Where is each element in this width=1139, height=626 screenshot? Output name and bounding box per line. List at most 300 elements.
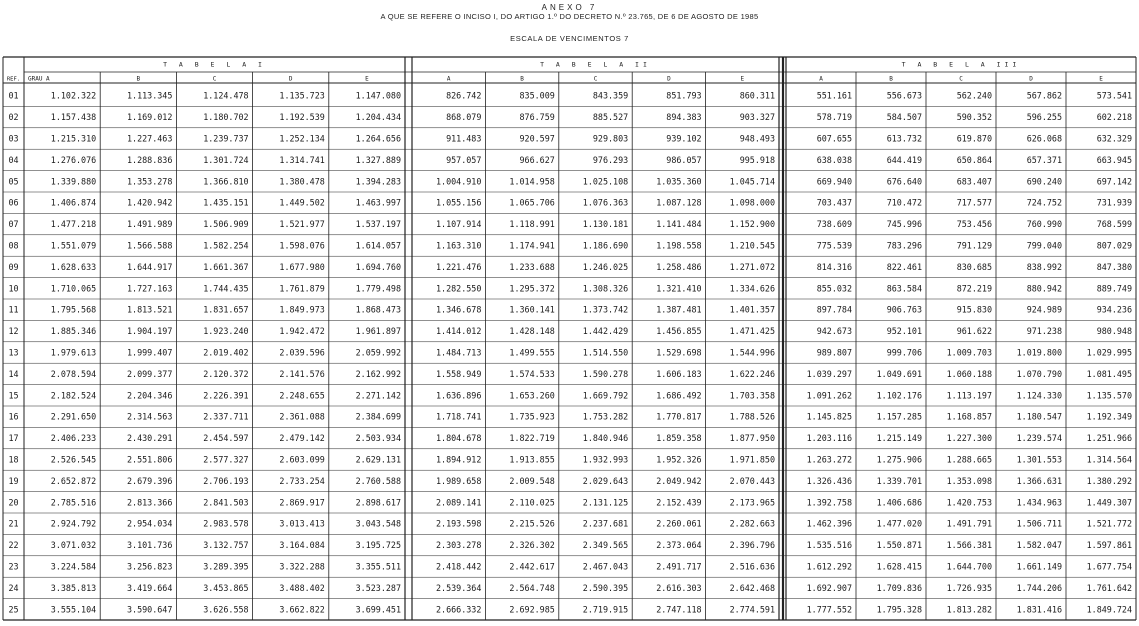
table-cell: 961.622 [956,326,992,337]
table-cell: 1.904.197 [127,326,173,337]
table-cell: 1.326.436 [806,475,852,486]
table-cell: 1.168.857 [946,411,992,422]
table-cell: 1.761.642 [1086,582,1132,593]
table-cell: 2.131.125 [582,497,629,508]
table-cell: 626.068 [1026,133,1062,144]
ref-cell: 22 [8,540,19,551]
table-cell: 1.614.057 [355,240,401,251]
table-cell: 934.236 [1096,304,1132,315]
table-cell: 3.195.725 [355,540,401,551]
column-header: GRAU A [28,75,50,83]
table-cell: 3.322.288 [279,561,325,572]
table-cell: 1.521.772 [1086,518,1132,529]
table-cell: 1.971.850 [729,454,775,465]
table-cell: 3.071.032 [50,540,97,551]
table-cell: 1.537.197 [355,219,401,230]
table-cell: 724.752 [1026,197,1062,208]
table-cell: 906.763 [886,304,922,315]
ref-cell: 09 [8,261,19,272]
table-cell: 1.506.909 [203,219,249,230]
table-cell: 1.252.134 [279,133,325,144]
table-cell: 1.301.553 [1016,454,1062,465]
ref-cell: 06 [8,197,19,208]
table-cell: 995.918 [739,154,775,165]
table-cell: 2.282.663 [729,518,775,529]
table-cell: 1.113.345 [127,90,173,101]
table-cell: 989.807 [816,347,852,358]
table-cell: 2.629.131 [355,454,401,465]
ref-cell: 07 [8,219,19,230]
table-cell: 1.264.656 [355,133,401,144]
document-heading: ESCALA DE VENCIMENTOS 7 [510,34,629,43]
table-cell: 2.760.588 [355,475,401,486]
table-cell: 948.493 [739,133,775,144]
table-cell: 745.996 [886,219,922,230]
table-cell: 1.055.156 [436,197,482,208]
table-cell: 1.081.495 [1086,368,1132,379]
table-cell: 2.516.636 [729,561,775,572]
table-cell: 683.407 [956,176,992,187]
table-cell: 602.218 [1096,112,1132,123]
table-cell: 1.049.691 [876,368,922,379]
table-cell: 1.406.686 [876,497,922,508]
ref-cell: 25 [8,604,19,615]
table-cell: 1.840.946 [582,433,629,444]
table-cell: 1.491.791 [946,518,992,529]
table-cell: 1.628.633 [50,261,97,272]
table-cell: 1.822.719 [509,433,555,444]
table-cell: 1.894.912 [436,454,482,465]
table-cell: 3.043.548 [355,518,401,529]
table-cell: 2.396.796 [729,540,775,551]
table-cell: 638.038 [816,154,852,165]
table-cell: 1.622.246 [729,368,775,379]
column-header: B [136,75,141,83]
table-cell: 1.989.658 [436,475,482,486]
table-cell: 1.251.966 [1086,433,1132,444]
table-cell: 1.661.367 [203,261,249,272]
table-cell: 1.710.065 [50,283,97,294]
table-cell: 1.628.415 [876,561,922,572]
table-cell: 1.566.588 [127,240,173,251]
table-cell: 2.642.468 [729,582,775,593]
ref-cell: 15 [8,390,19,401]
table-cell: 1.727.163 [127,283,173,294]
table-cell: 1.859.358 [656,433,702,444]
table-cell: 1.346.678 [436,304,482,315]
table-cell: 1.334.626 [729,283,775,294]
table-cell: 2.070.443 [729,475,775,486]
table-cell: 1.282.550 [436,283,482,294]
table-cell: 976.293 [592,154,629,165]
table-cell: 1.263.272 [806,454,852,465]
table-cell: 939.102 [666,133,702,144]
table-cell: 556.673 [886,90,922,101]
table-cell: 650.864 [956,154,992,165]
table-cell: 799.040 [1026,240,1062,251]
table-group-title: T A B E L A I [163,60,266,69]
table-cell: 986.057 [666,154,702,165]
column-header: B [889,75,893,83]
table-cell: 889.749 [1096,283,1132,294]
column-header: D [667,75,671,83]
table-cell: 1.339.701 [876,475,922,486]
table-cell: 2.479.142 [279,433,325,444]
table-cell: 1.295.372 [509,283,555,294]
table-cell: 1.813.282 [946,604,992,615]
column-header: B [520,75,524,83]
table-cell: 1.215.149 [876,433,922,444]
table-cell: 1.009.703 [946,347,992,358]
table-cell: 1.091.262 [806,390,852,401]
table-cell: 1.227.463 [127,133,173,144]
table-cell: 863.584 [886,283,922,294]
table-cell: 1.414.012 [436,326,482,337]
table-cell: 1.192.539 [279,112,325,123]
table-cell: 897.784 [816,304,852,315]
table-cell: 2.733.254 [279,475,325,486]
table-cell: 1.401.357 [729,304,775,315]
table-cell: 1.420.753 [946,497,992,508]
table-cell: 2.193.598 [436,518,482,529]
table-cell: 929.803 [592,133,629,144]
table-cell: 807.029 [1096,240,1132,251]
table-cell: 1.885.346 [50,326,97,337]
table-cell: 1.130.181 [582,219,629,230]
table-cell: 2.679.396 [127,475,173,486]
table-cell: 584.507 [886,112,922,123]
table-cell: 738.609 [816,219,852,230]
table-cell: 2.616.303 [656,582,702,593]
table-cell: 1.135.570 [1086,390,1132,401]
table-cell: 1.521.977 [279,219,325,230]
table-cell: 1.025.108 [582,176,629,187]
table-cell: 1.499.555 [509,347,555,358]
table-cell: 966.627 [519,154,555,165]
table-cell: 1.744.435 [203,283,249,294]
table-cell: 1.514.550 [582,347,629,358]
column-header: E [740,75,745,83]
table-cell: 2.009.548 [509,475,555,486]
table-cell: 1.979.613 [50,347,97,358]
table-cell: 2.491.717 [656,561,702,572]
table-cell: 2.141.576 [279,368,325,379]
table-cell: 1.314.741 [279,154,325,165]
table-cell: 2.162.992 [355,368,401,379]
table-cell: 814.316 [816,261,852,272]
table-cell: 826.742 [446,90,482,101]
table-cell: 1.709.836 [876,582,922,593]
table-cell: 1.169.012 [127,112,173,123]
table-cell: 851.793 [666,90,702,101]
table-cell: 3.419.664 [127,582,173,593]
ref-cell: 02 [8,112,19,123]
table-cell: 2.706.193 [203,475,249,486]
ref-cell: 24 [8,582,19,593]
table-cell: 1.535.516 [806,540,852,551]
table-cell: 1.276.076 [50,154,97,165]
table-cell: 710.472 [886,197,922,208]
table-cell: 2.785.516 [50,497,97,508]
table-cell: 1.669.792 [582,390,629,401]
table-cell: 1.456.855 [656,326,702,337]
table-cell: 1.288.665 [946,454,992,465]
table-cell: 1.726.935 [946,582,992,593]
table-cell: 1.932.993 [582,454,629,465]
table-cell: 1.761.879 [279,283,325,294]
table-cell: 1.795.328 [876,604,922,615]
table-cell: 613.732 [886,133,922,144]
table-cell: 3.385.813 [50,582,97,593]
table-cell: 2.215.526 [509,518,555,529]
table-cell: 2.384.699 [355,411,401,422]
table-cell: 3.453.865 [203,582,249,593]
table-cell: 3.699.451 [355,604,401,615]
table-cell: 1.420.942 [127,197,173,208]
table-cell: 2.813.366 [127,497,173,508]
table-cell: 1.551.079 [50,240,97,251]
table-cell: 2.349.565 [582,540,629,551]
table-cell: 1.060.188 [946,368,992,379]
table-cell: 1.087.128 [656,197,702,208]
table-cell: 1.258.486 [656,261,702,272]
table-cell: 2.841.503 [203,497,249,508]
table-cell: 876.759 [519,112,555,123]
table-cell: 690.240 [1026,176,1062,187]
table-cell: 1.239.574 [1016,433,1062,444]
table-cell: 2.954.034 [127,518,173,529]
ref-cell: 11 [8,304,19,315]
table-cell: 1.102.176 [876,390,922,401]
table-cell: 1.877.950 [729,433,775,444]
table-cell: 2.373.064 [656,540,702,551]
column-header: C [593,75,598,83]
ref-cell: 04 [8,154,19,165]
table-cell: 2.442.617 [509,561,555,572]
table-cell: 2.019.402 [203,347,249,358]
table-cell: 2.467.043 [582,561,629,572]
table-cell: 1.113.197 [946,390,992,401]
table-cell: 1.301.724 [203,154,249,165]
table-cell: 1.677.754 [1086,561,1132,572]
table-cell: 1.124.330 [1016,390,1062,401]
table-cell: 2.666.332 [436,604,482,615]
table-cell: 2.226.391 [203,390,249,401]
table-cell: 1.735.923 [509,411,555,422]
table-cell: 1.574.533 [509,368,555,379]
ref-cell: 16 [8,411,19,422]
table-cell: 1.366.810 [203,176,249,187]
table-cell: 1.598.076 [279,240,325,251]
table-cell: 1.157.285 [876,411,922,422]
table-cell: 1.661.149 [1016,561,1062,572]
table-cell: 1.644.700 [946,561,992,572]
table-cell: 753.456 [956,219,992,230]
table-cell: 760.990 [1026,219,1062,230]
table-cell: 2.590.395 [582,582,629,593]
table-cell: 1.544.996 [729,347,775,358]
table-cell: 1.484.713 [436,347,482,358]
table-cell: 619.870 [956,133,992,144]
table-cell: 1.203.116 [806,433,852,444]
table-cell: 1.147.080 [355,90,401,101]
column-header: A [819,75,823,83]
table-cell: 1.246.025 [582,261,629,272]
table-cell: 1.210.545 [729,240,775,251]
table-cell: 1.913.855 [509,454,555,465]
table-cell: 3.355.511 [355,561,401,572]
table-cell: 1.795.568 [50,304,97,315]
table-cell: 2.303.278 [436,540,482,551]
table-cell: 2.314.563 [127,411,173,422]
table-cell: 2.326.302 [509,540,555,551]
table-cell: 1.180.702 [203,112,249,123]
table-cell: 657.371 [1026,154,1062,165]
table-cell: 1.804.678 [436,433,482,444]
table-cell: 1.999.407 [127,347,173,358]
table-cell: 1.449.307 [1086,497,1132,508]
table-cell: 1.288.836 [127,154,173,165]
table-cell: 1.157.438 [50,112,97,123]
table-cell: 2.454.597 [203,433,249,444]
table-cell: 1.462.396 [806,518,852,529]
table-cell: 1.677.980 [279,261,325,272]
table-cell: 783.296 [886,240,922,251]
table-cell: 2.110.025 [509,497,555,508]
table-cell: 1.065.706 [509,197,555,208]
ref-cell: 12 [8,326,19,337]
table-cell: 3.224.584 [50,561,97,572]
table-cell: 1.718.741 [436,411,482,422]
table-cell: 855.032 [816,283,852,294]
table-cell: 1.831.657 [203,304,249,315]
table-cell: 2.204.346 [127,390,173,401]
table-cell: 1.491.989 [127,219,173,230]
table-cell: 1.221.476 [436,261,482,272]
table-cell: 562.240 [956,90,992,101]
table-cell: 1.204.434 [355,112,401,123]
table-cell: 1.198.558 [656,240,702,251]
table-cell: 822.461 [886,261,922,272]
table-cell: 872.219 [956,283,992,294]
table-cell: 1.942.472 [279,326,325,337]
table-cell: 835.009 [519,90,555,101]
table-cell: 1.550.871 [876,540,922,551]
table-cell: 1.353.098 [946,475,992,486]
table-cell: 2.774.591 [729,604,775,615]
table-cell: 1.777.552 [806,604,852,615]
table-cell: 2.152.439 [656,497,702,508]
table-cell: 676.640 [886,176,922,187]
ref-cell: 17 [8,433,19,444]
table-cell: 2.039.596 [279,347,325,358]
table-cell: 3.590.647 [127,604,173,615]
table-cell: 590.352 [956,112,992,123]
table-cell: 3.523.287 [355,582,401,593]
table-cell: 791.129 [956,240,992,251]
table-cell: 1.107.914 [436,219,482,230]
table-cell: 768.599 [1096,219,1132,230]
ref-cell: 18 [8,454,19,465]
table-cell: 880.942 [1026,283,1062,294]
table-cell: 2.430.291 [127,433,173,444]
table-cell: 838.992 [1026,261,1062,272]
column-header: E [1099,75,1103,83]
table-cell: 1.145.825 [806,411,852,422]
table-cell: 2.120.372 [203,368,249,379]
table-cell: 1.442.429 [582,326,629,337]
table-cell: 1.180.547 [1016,411,1062,422]
table-cell: 1.314.564 [1086,454,1132,465]
table-cell: 830.685 [956,261,992,272]
table-cell: 3.164.084 [279,540,325,551]
table-cell: 911.483 [446,133,482,144]
table-cell: 2.719.915 [582,604,629,615]
table-cell: 2.029.643 [582,475,629,486]
column-header: C [212,75,217,83]
table-cell: 1.703.358 [729,390,775,401]
table-cell: 644.419 [886,154,922,165]
table-cell: 1.019.800 [1016,347,1062,358]
ref-cell: 23 [8,561,19,572]
table-cell: 2.577.327 [203,454,249,465]
table-cell: 1.582.047 [1016,540,1062,551]
table-cell: 1.434.963 [1016,497,1062,508]
table-cell: 1.360.141 [509,304,555,315]
table-cell: 1.686.492 [656,390,702,401]
table-cell: 1.215.310 [50,133,97,144]
table-cell: 3.289.395 [203,561,249,572]
table-cell: 915.830 [956,304,992,315]
table-cell: 1.275.906 [876,454,922,465]
table-cell: 1.098.000 [729,197,775,208]
table-cell: 1.590.278 [582,368,629,379]
table-cell: 1.387.481 [656,304,702,315]
table-group-title: T A B E L A III [901,60,1021,69]
table-cell: 2.291.650 [50,411,97,422]
table-cell: 551.161 [816,90,852,101]
ref-column-header: REF. [6,76,21,83]
table-cell: 1.529.698 [656,347,702,358]
ref-cell: 03 [8,133,19,144]
table-cell: 3.101.736 [127,540,173,551]
table-cell: 2.503.934 [355,433,401,444]
table-cell: 1.644.917 [127,261,173,272]
table-cell: 1.779.498 [355,283,401,294]
table-cell: 1.014.958 [509,176,555,187]
table-cell: 1.849.973 [279,304,325,315]
table-cell: 971.238 [1026,326,1062,337]
table-cell: 1.029.995 [1086,347,1132,358]
table-cell: 2.182.524 [50,390,97,401]
table-cell: 1.406.874 [50,197,97,208]
column-header: D [288,75,293,83]
table-cell: 920.597 [519,133,555,144]
table-cell: 1.428.148 [509,326,555,337]
table-cell: 2.539.364 [436,582,482,593]
table-cell: 607.655 [816,133,852,144]
table-cell: 1.035.360 [656,176,702,187]
table-cell: 2.652.872 [50,475,97,486]
table-cell: 1.477.020 [876,518,922,529]
table-cell: 2.983.578 [203,518,249,529]
table-cell: 1.308.326 [582,283,629,294]
table-cell: 1.471.425 [729,326,775,337]
table-cell: 1.321.410 [656,283,702,294]
table-cell: 1.192.349 [1086,411,1132,422]
table-group-title: T A B E L A II [540,60,651,69]
table-cell: 2.271.142 [355,390,401,401]
